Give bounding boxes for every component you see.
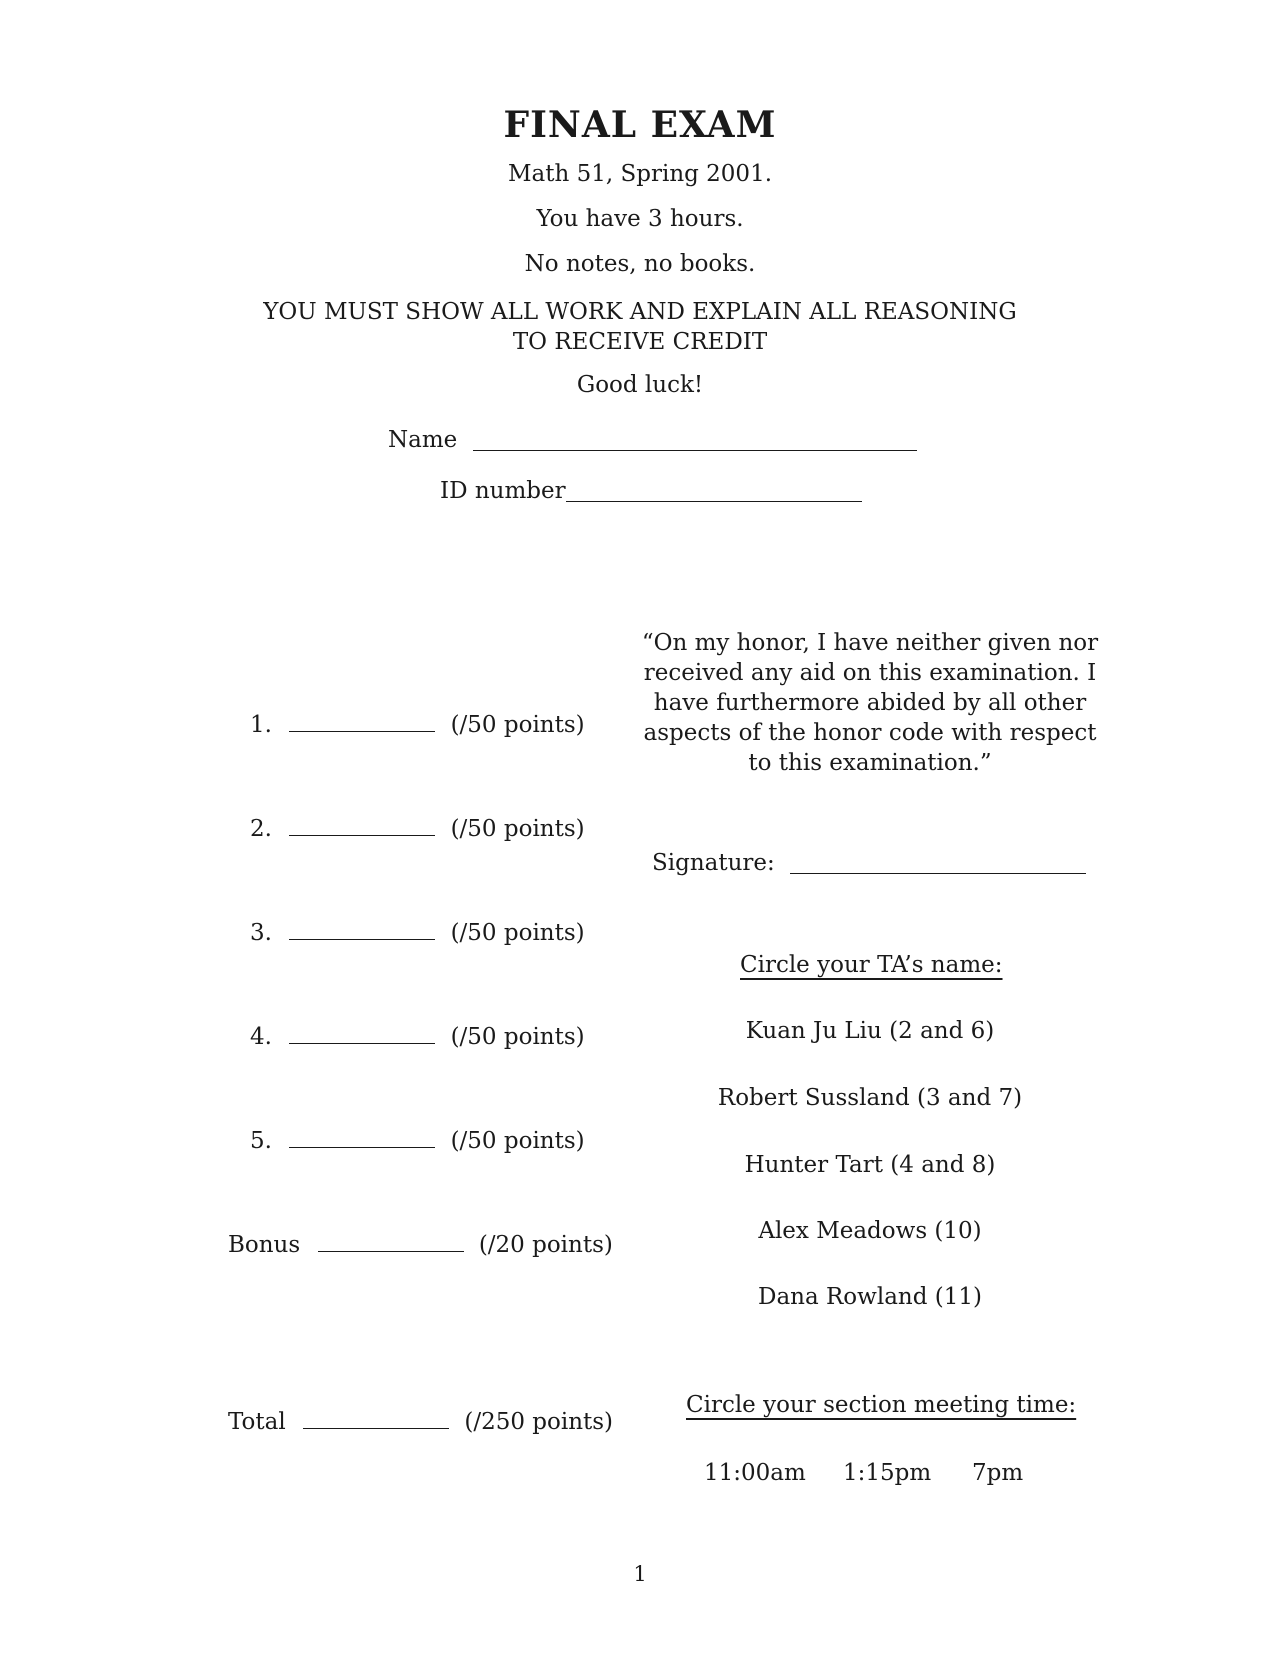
score-blank-line[interactable] bbox=[289, 834, 435, 836]
warning-line-2: TO RECEIVE CREDIT bbox=[512, 329, 768, 355]
signature-label: Signature: bbox=[652, 850, 775, 876]
score-blank-line[interactable] bbox=[289, 1146, 435, 1148]
score-blank-line[interactable] bbox=[318, 1250, 464, 1252]
score-points: (/50 points) bbox=[450, 1128, 585, 1154]
score-points: (/50 points) bbox=[450, 1024, 585, 1050]
honor-statement: “On my honor, I have neither given nor received any aid on this examination. I have furthermore abided by all other aspects of the honor code with respect to this examination.” bbox=[641, 630, 1099, 776]
work-warning bbox=[0, 297, 1280, 357]
score-row-2 bbox=[250, 816, 585, 842]
score-row-bonus bbox=[228, 1232, 613, 1258]
score-label: 2. bbox=[250, 816, 272, 842]
name-field bbox=[388, 427, 917, 453]
score-label: 4. bbox=[250, 1024, 272, 1050]
ta-option[interactable]: Kuan Ju Liu (2 and 6) bbox=[745, 1018, 995, 1044]
score-points: (/50 points) bbox=[450, 920, 585, 946]
good-luck: Good luck! bbox=[576, 372, 704, 398]
score-label: 5. bbox=[250, 1128, 272, 1154]
ta-option[interactable]: Hunter Tart (4 and 8) bbox=[744, 1152, 996, 1178]
warning-line-1: YOU MUST SHOW ALL WORK AND EXPLAIN ALL REASONING bbox=[263, 299, 1017, 325]
name-blank-line[interactable] bbox=[473, 449, 917, 451]
score-row-total bbox=[228, 1409, 613, 1435]
id-blank-line[interactable] bbox=[566, 500, 862, 502]
score-label: Bonus bbox=[228, 1232, 301, 1258]
score-row-1 bbox=[250, 712, 585, 738]
section-heading: Circle your section meeting time: bbox=[686, 1392, 1077, 1418]
signature-field bbox=[652, 850, 1086, 876]
score-blank-line[interactable] bbox=[303, 1427, 449, 1429]
score-row-3 bbox=[250, 920, 585, 946]
id-label: ID number bbox=[440, 478, 566, 504]
exam-rules: No notes, no books. bbox=[524, 251, 756, 277]
signature-blank-line[interactable] bbox=[790, 872, 1086, 874]
section-time-option[interactable]: 7pm bbox=[972, 1460, 1024, 1486]
ta-heading: Circle your TA’s name: bbox=[740, 952, 1003, 978]
score-points: (/250 points) bbox=[464, 1409, 614, 1435]
ta-option[interactable]: Robert Sussland (3 and 7) bbox=[717, 1085, 1023, 1111]
score-row-5 bbox=[250, 1128, 585, 1154]
course-line: Math 51, Spring 2001. bbox=[507, 161, 773, 187]
score-points: (/50 points) bbox=[450, 712, 585, 738]
section-time-option[interactable]: 11:00am bbox=[704, 1460, 806, 1486]
score-label: 3. bbox=[250, 920, 272, 946]
score-label: 1. bbox=[250, 712, 272, 738]
score-points: (/20 points) bbox=[478, 1232, 613, 1258]
score-row-4 bbox=[250, 1024, 585, 1050]
score-blank-line[interactable] bbox=[289, 730, 435, 732]
ta-option[interactable]: Alex Meadows (10) bbox=[758, 1218, 982, 1244]
time-limit: You have 3 hours. bbox=[536, 206, 744, 232]
id-field bbox=[440, 478, 862, 504]
page-number: 1 bbox=[633, 1562, 647, 1586]
score-blank-line[interactable] bbox=[289, 1042, 435, 1044]
name-label: Name bbox=[388, 427, 458, 453]
score-label: Total bbox=[228, 1409, 286, 1435]
exam-title: FINAL EXAM bbox=[503, 104, 777, 146]
score-blank-line[interactable] bbox=[289, 938, 435, 940]
section-time-option[interactable]: 1:15pm bbox=[843, 1460, 932, 1486]
score-points: (/50 points) bbox=[450, 816, 585, 842]
ta-option[interactable]: Dana Rowland (11) bbox=[758, 1284, 982, 1310]
